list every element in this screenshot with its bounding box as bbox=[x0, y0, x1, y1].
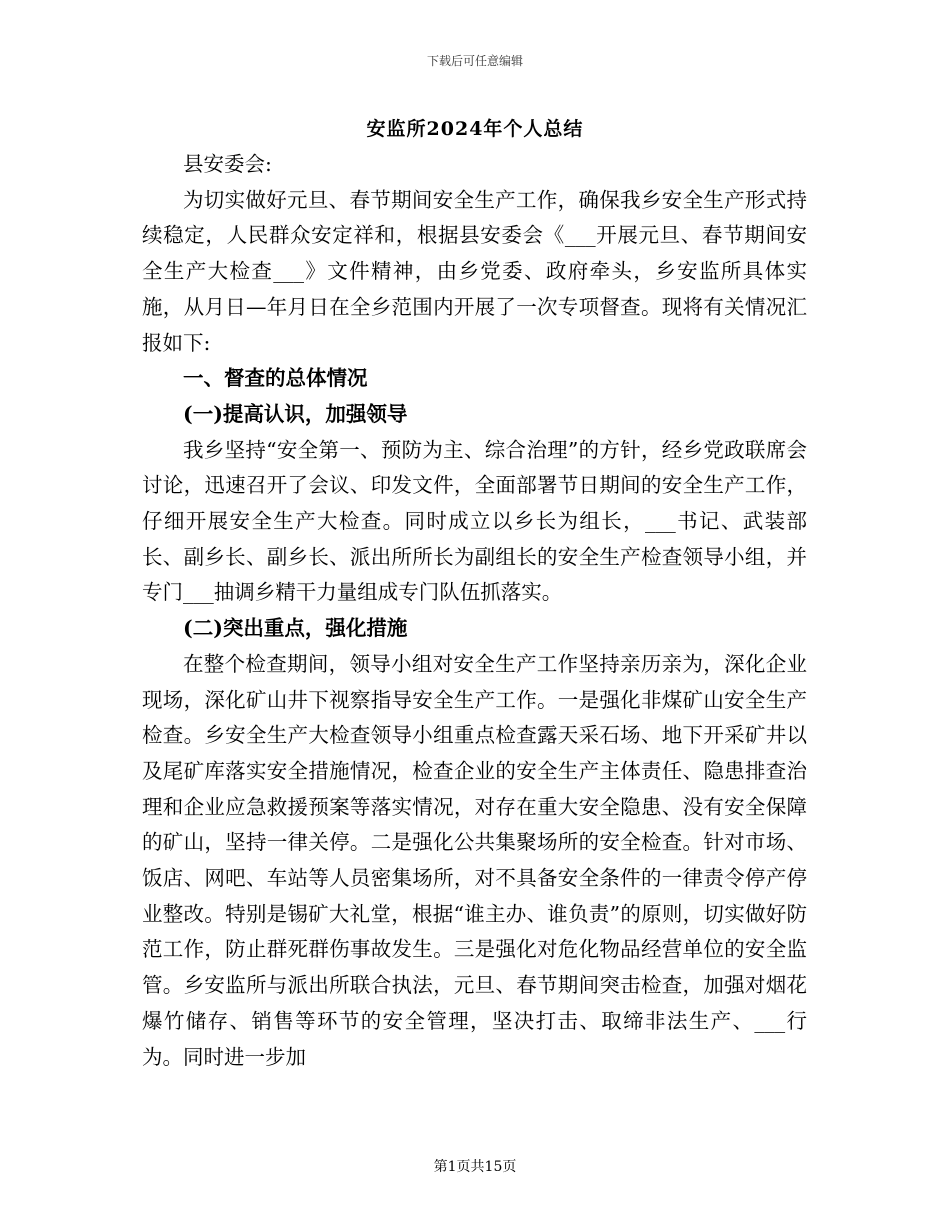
page-number-footer: 第1页共15页 bbox=[433, 1159, 517, 1175]
intro-paragraph: 为切实做好元旦、春节期间安全生产工作，确保我乡安全生产形式持续稳定，人民群众安定祥和，根据县安委会《___开展元旦、春节期间安全生产大检查___》文件精神，由乡党委、政府牵头，乡安监所具体实施，从月日—年月日在全乡范围内开展了一次专项督查。现将有关情况汇报如下: bbox=[142, 187, 807, 355]
document-title: 安监所2024年个人总结 bbox=[366, 118, 584, 140]
measures-paragraph: 在整个检查期间，领导小组对安全生产工作坚持亲历亲为，深化企业现场，深化矿山井下视察指导安全生产工作。一是强化非煤矿山安全生产检查。乡安全生产大检查领导小组重点检查露天采石场、地下开采矿井以及尾矿库落实安全措施情况，检查企业的安全生产主体责任、隐患排查治理和企业应急救援预案等落实情况，对存在重大安全隐患、没有安全保障的矿山，坚持一律关停。二是强化公共集聚场所的安全检查。针对市场、饭店、网吧、车站等人员密集场所，对不具备安全条件的一律责令停产停业整改。特别是锡矿大礼堂，根据“谁主办、谁负责”的原则，切实做好防范工作，防止群死群伤事故发生。三是强化对危化物品经营单位的安全监管。乡安监所与派出所联合执法，元旦、春节期间突击检查，加强对烟花爆竹储存、销售等环节的安全管理，坚决打击、取缔非法生产、___行为。同时进一步加 bbox=[142, 651, 807, 1069]
subsection-heading-measures: (二)突出重点，强化措施 bbox=[183, 616, 408, 641]
document-body bbox=[142, 147, 807, 1075]
salutation: 县安委会: bbox=[183, 152, 272, 176]
leadership-paragraph: 我乡坚持“安全第一、预防为主、综合治理”的方针，经乡党政联席会讨论，迅速召开了会议、印发文件，全面部署节日期间的安全生产工作，仔细开展安全生产大检查。同时成立以乡长为组长，___书记、武装部长、副乡长、副乡长、派出所所长为副组长的安全生产检查领导小组，并专门___抽调乡精干力量组成专门队伍抓落实。 bbox=[142, 437, 807, 605]
section-heading-overview: 一、督查的总体情况 bbox=[183, 366, 368, 391]
page-header-note: 下载后可任意编辑 bbox=[426, 54, 523, 68]
subsection-heading-leadership: (一)提高认识，加强领导 bbox=[183, 401, 408, 426]
